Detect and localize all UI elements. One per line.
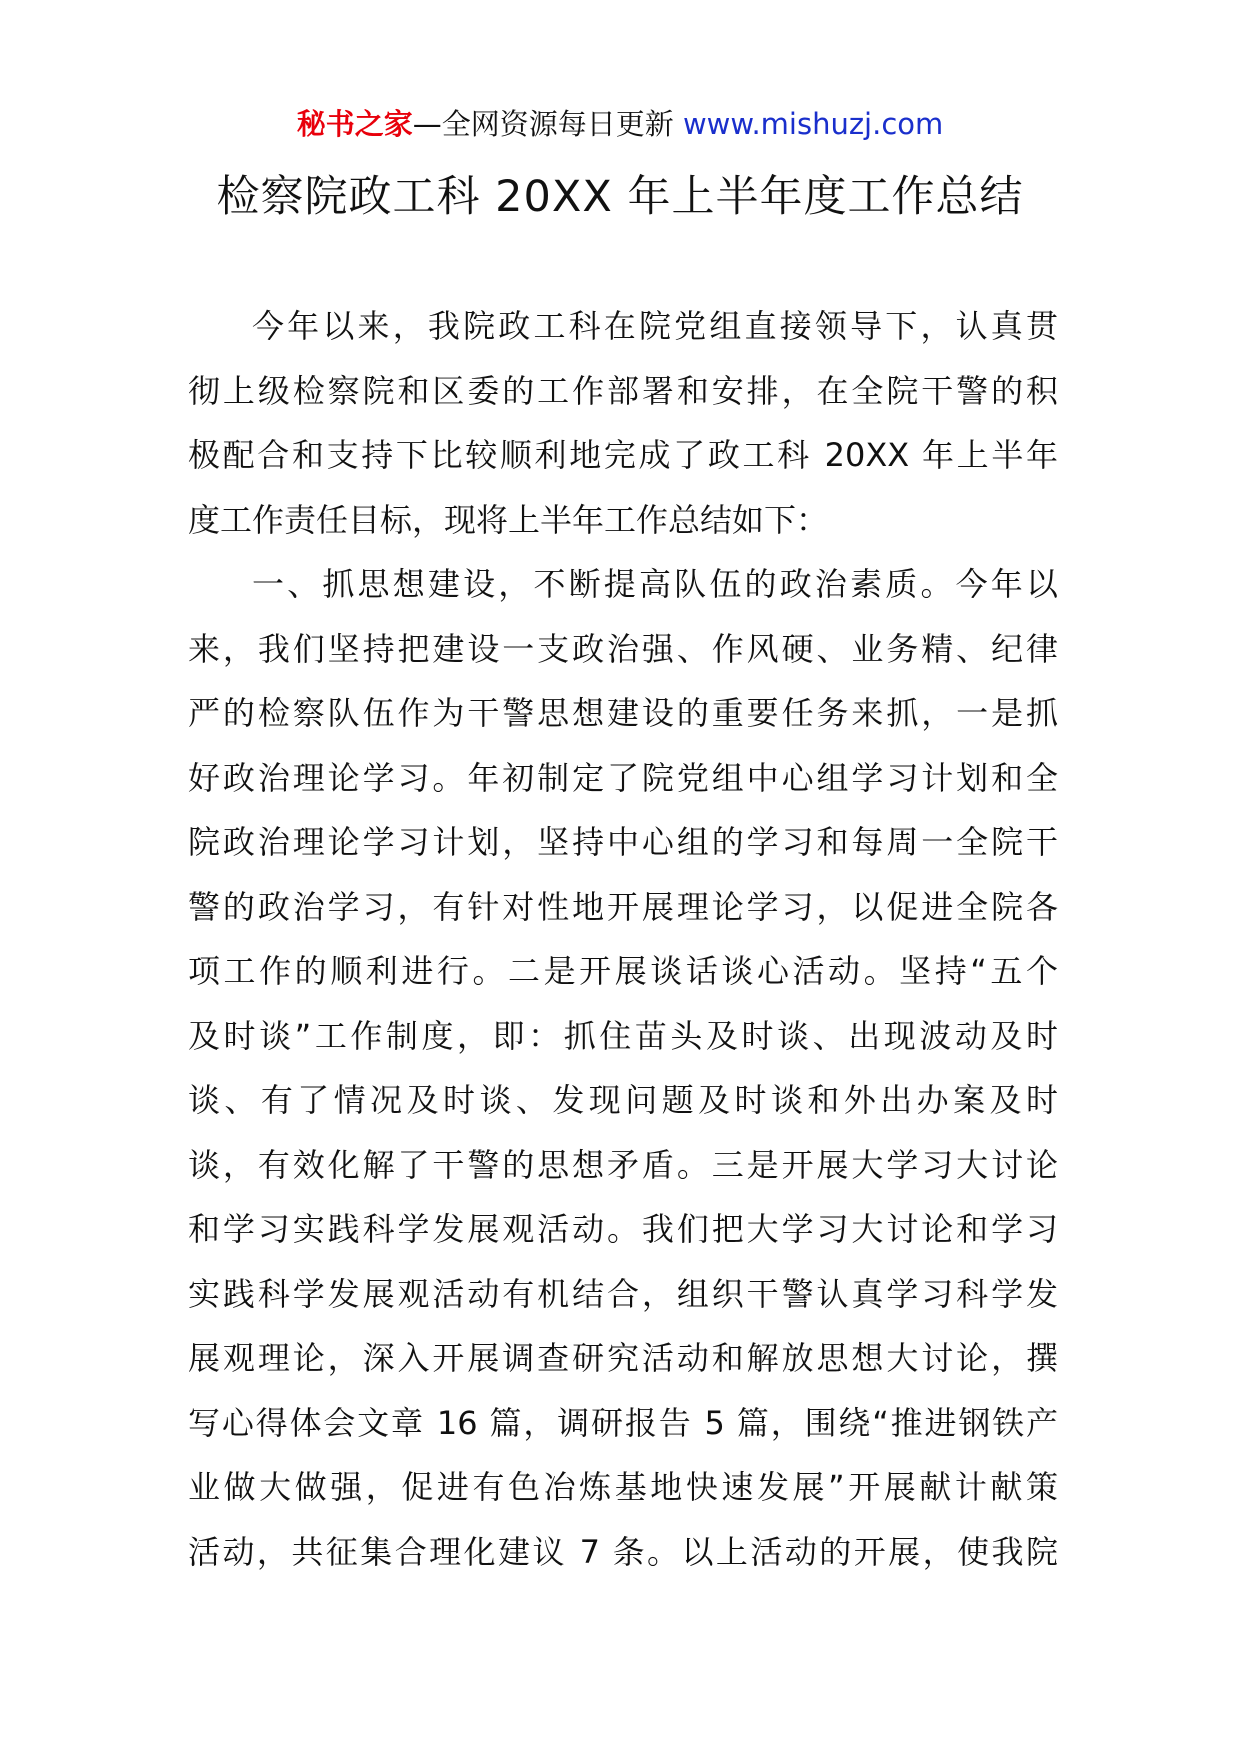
- paragraph-line: 谈，有效化解了干警的思想矛盾。三是开展大学习大讨论: [188, 1145, 1058, 1184]
- paragraph-line: 项工作的顺利进行。二是开展谈话谈心活动。坚持“五个: [188, 952, 1058, 990]
- paragraph-line: 严的检察队伍作为干警思想建设的重要任务来抓，一是抓: [188, 694, 1058, 732]
- paragraph-line: 警的政治学习，有针对性地开展理论学习，以促进全院各: [188, 887, 1058, 926]
- document-title: 检察院政工科 20XX 年上半年度工作总结: [216, 172, 1024, 222]
- paragraph-line: 及时谈”工作制度，即：抓住苗头及时谈、出现波动及时: [188, 1016, 1058, 1055]
- paragraph-line: 度工作责任目标，现将上半年工作总结如下：: [188, 500, 829, 539]
- site-url-link[interactable]: www.mishuzj.com: [682, 107, 944, 141]
- paragraph-line: 极配合和支持下比较顺利地完成了政工科 20XX 年上半年: [188, 436, 1058, 474]
- paragraph-line: 一、抓思想建设，不断提高队伍的政治素质。今年以: [252, 565, 1058, 603]
- document-body: [188, 294, 1058, 1584]
- paragraph-line: 谈、有了情况及时谈、发现问题及时谈和外出办案及时: [188, 1081, 1058, 1119]
- paragraph-line: 院政治理论学习计划，坚持中心组的学习和每周一全院干: [188, 823, 1058, 861]
- site-header: [0, 102, 1240, 146]
- paragraph-line: 写心得体会文章 16 篇，调研报告 5 篇，围绕“推进钢铁产: [188, 1403, 1058, 1442]
- paragraph-line: 今年以来，我院政工科在院党组直接领导下，认真贯: [252, 307, 1058, 345]
- paragraph-line: 和学习实践科学发展观活动。我们把大学习大讨论和学习: [188, 1210, 1058, 1248]
- paragraph-line: 业做大做强，促进有色冶炼基地快速发展”开展献计献策: [188, 1468, 1058, 1506]
- paragraph-line: 好政治理论学习。年初制定了院党组中心组学习计划和全: [188, 758, 1058, 797]
- paragraph-line: 展观理论，深入开展调查研究活动和解放思想大讨论，撰: [188, 1339, 1058, 1377]
- paragraph-line: 彻上级检察院和区委的工作部署和安排，在全院干警的积: [188, 371, 1058, 410]
- paragraph-line: 实践科学发展观活动有机结合，组织干警认真学习科学发: [188, 1274, 1058, 1313]
- paragraph-line: 活动，共征集合理化建议 7 条。以上活动的开展，使我院: [188, 1532, 1058, 1571]
- brand-name: 秘书之家: [296, 107, 413, 141]
- header-tagline: —全网资源每日更新: [412, 107, 674, 141]
- paragraph-line: 来，我们坚持把建设一支政治强、作风硬、业务精、纪律: [188, 629, 1058, 668]
